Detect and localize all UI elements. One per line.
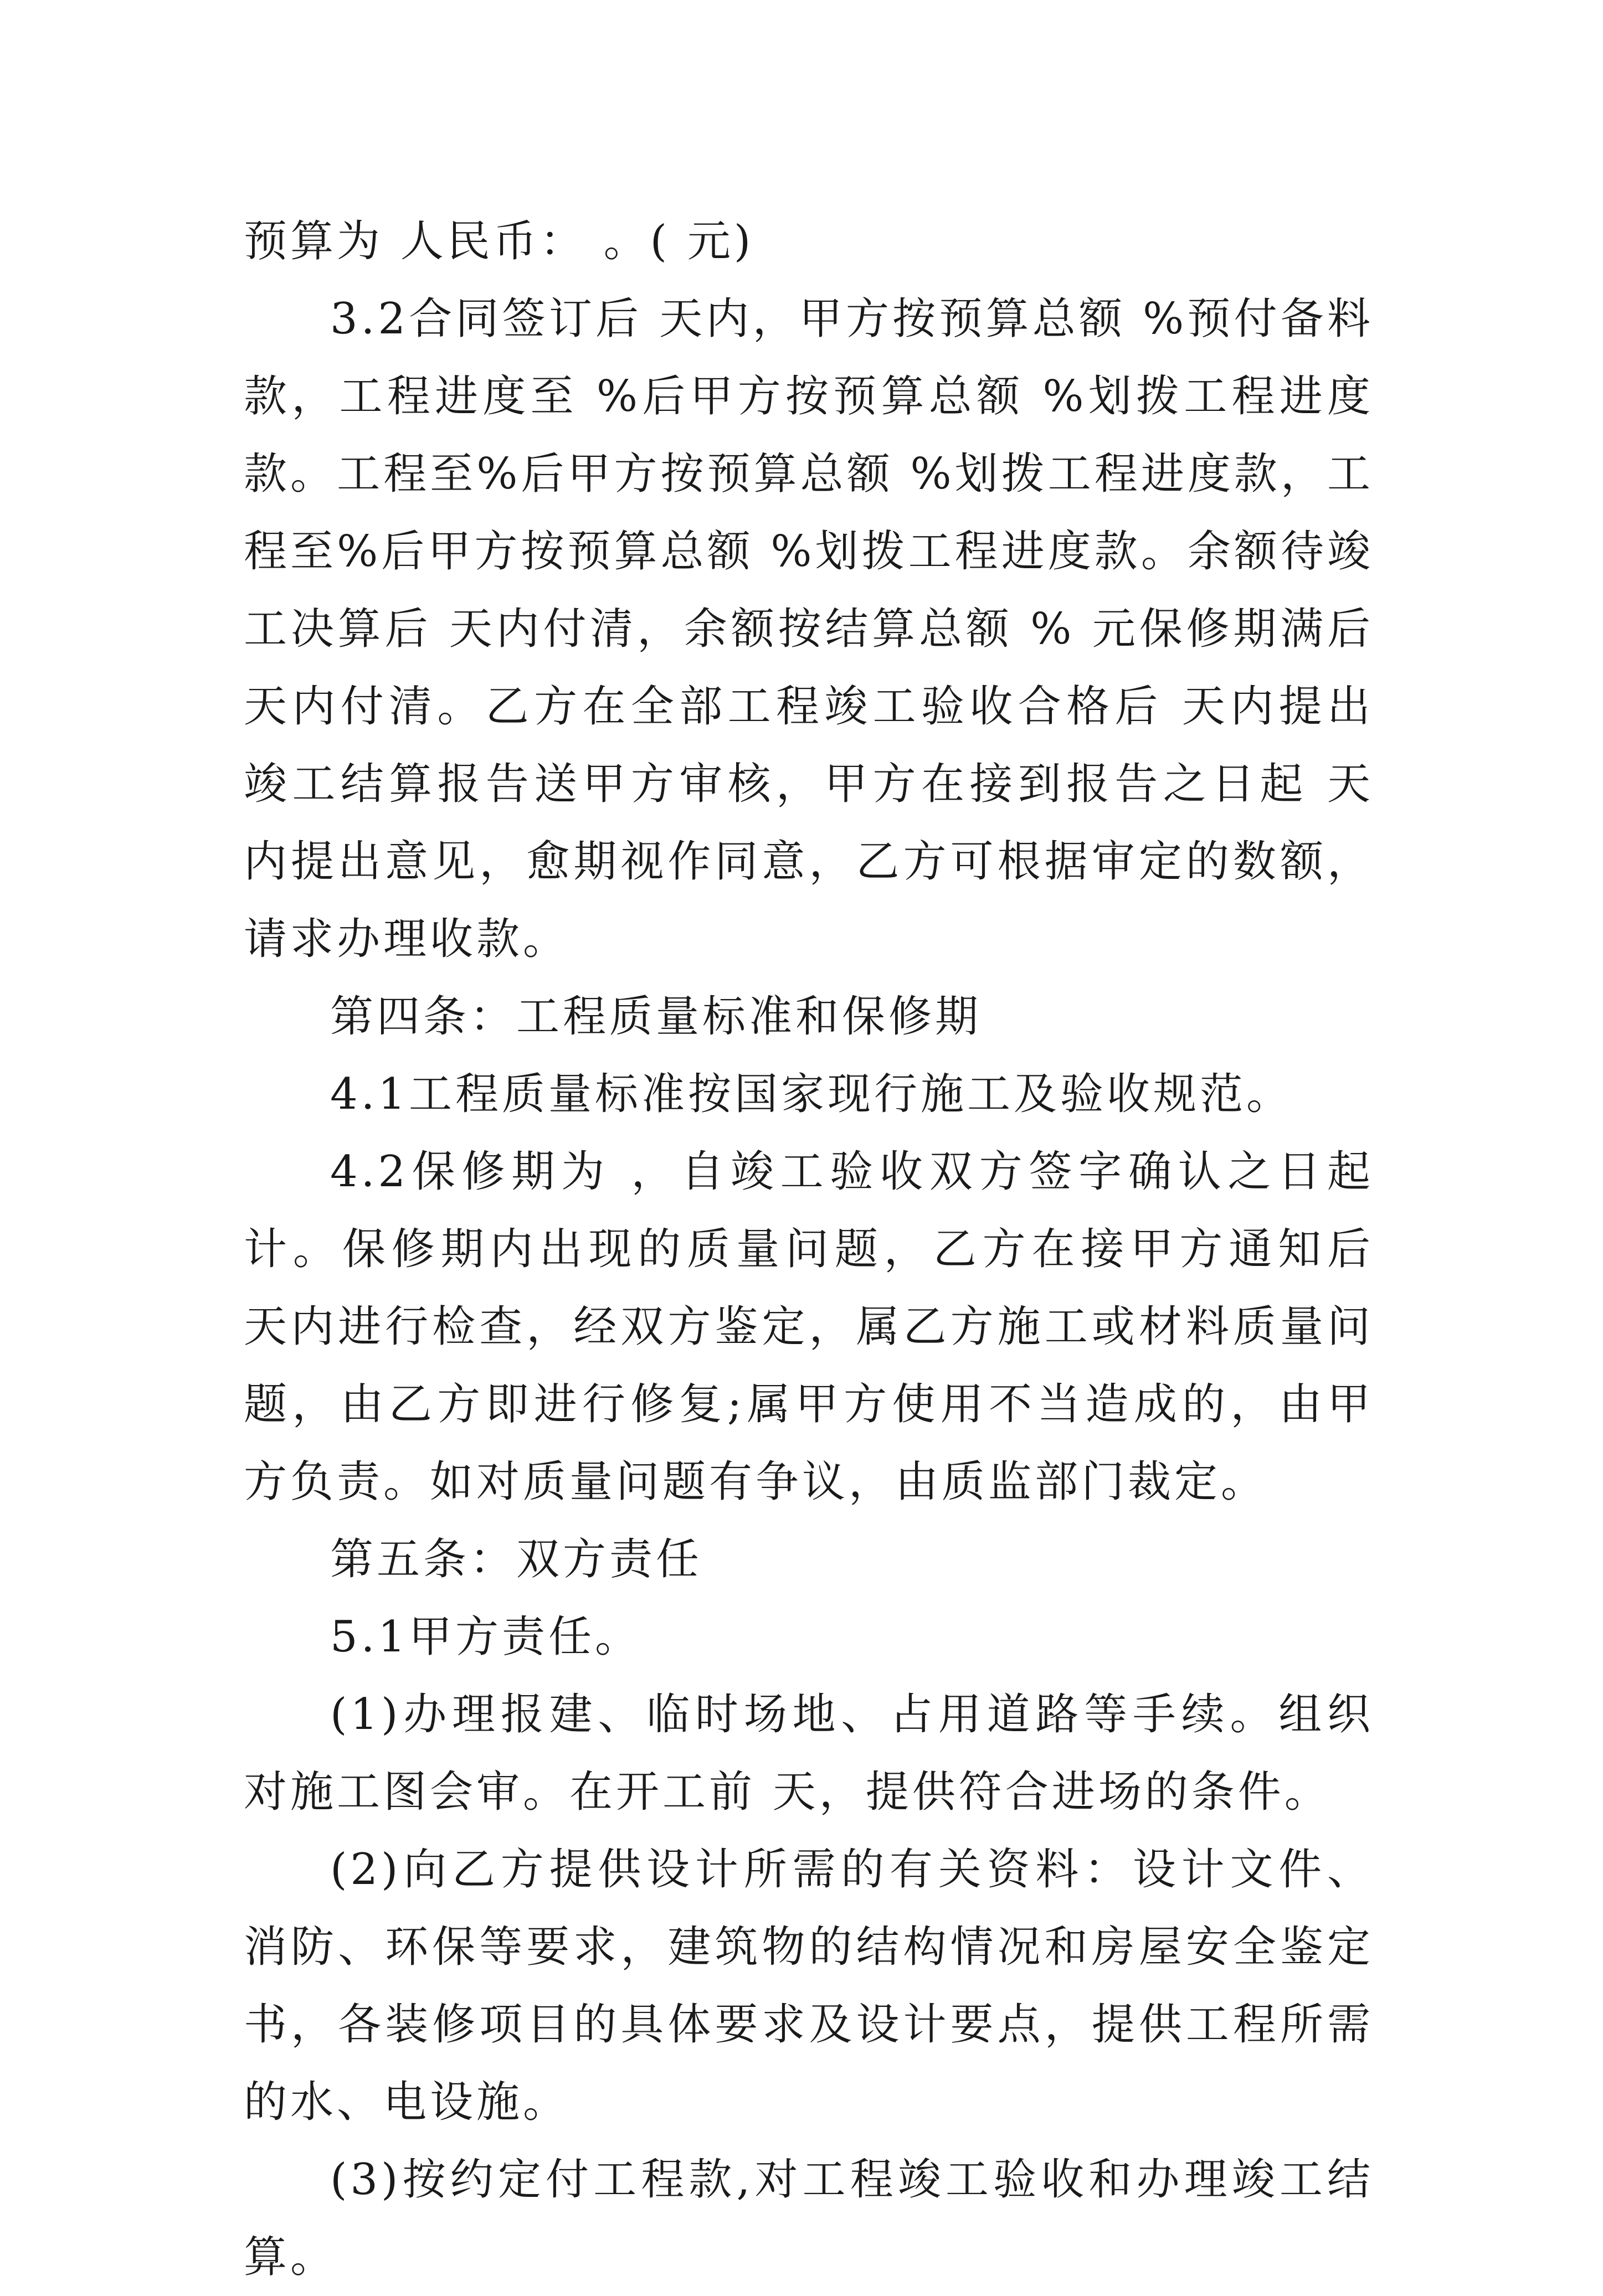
paragraph-3-2-payment-terms: 3.2合同签订后 天内，甲方按预算总额 %预付备料款，工程进度至 %后甲方按预算总额 %划拨工程进度款。工程至%后甲方按预算总额 %划拨工程进度款，工程至%后甲方按预算总额 %划拨工程进度款。余额待竣工决算后 天内付清，余额按结算总额 % 元保修期满后 天内付清。乙方在全部工程竣工验收合格后 天内提出竣工结算报告送甲方审核，甲方在接到报告之日起 天内提出意见，愈期视作同意，乙方可根据审定的数额，请求办理收款。 [244, 294, 1374, 964]
heading-article-4: 第四条：工程质量标准和保修期 [330, 992, 982, 1042]
paragraph-5-1-item-2: (2)向乙方提供设计所需的有关资料：设计文件、消防、环保等要求，建筑物的结构情况和房屋安全鉴定书，各装修项目的具体要求及设计要点，提供工程所需的水、电设施。 [244, 1845, 1374, 2127]
paragraph-5-1-party-a: 5.1甲方责任。 [330, 1612, 642, 1662]
heading-article-5: 第五条：双方责任 [330, 1535, 703, 1584]
paragraph-5-1-item-1: (1)办理报建、临时场地、占用道路等手续。组织对施工图会审。在开工前 天，提供符合进场的条件。 [244, 1690, 1374, 1817]
document-body [244, 203, 1374, 2296]
paragraph-4-2-warranty: 4.2保修期为 ，自竣工验收双方签字确认之日起计。保修期内出现的质量问题，乙方在接甲方通知后 天内进行检查，经双方鉴定，属乙方施工或材料质量问题，由乙方即进行修复;属甲方使用不当造成的，由甲方负责。如对质量问题有争议，由质监部门裁定。 [244, 1147, 1374, 1507]
paragraph-budget-line: 预算为 人民币： 。( 元) [244, 217, 754, 266]
paragraph-5-1-item-3: (3)按约定付工程款,对工程竣工验收和办理竣工结算。 [244, 2155, 1374, 2282]
paragraph-4-1-quality-standard: 4.1工程质量标准按国家现行施工及验收规范。 [330, 1069, 1293, 1119]
